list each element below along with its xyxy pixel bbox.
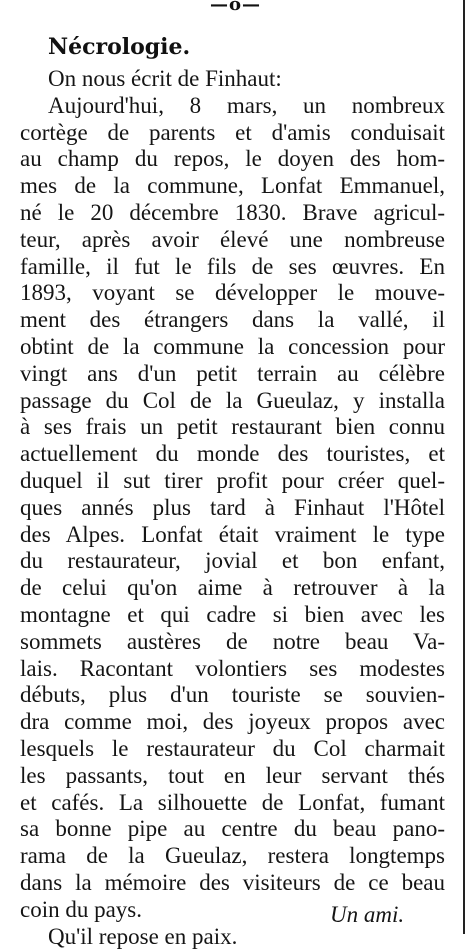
text-line: sa bonne pipe au centre du beau pano- <box>20 816 445 843</box>
text-line: né le 20 décembre 1830. Brave agricul- <box>20 200 445 227</box>
text-line: et cafés. La silhouette de Lonfat, fumant <box>20 790 445 817</box>
text-line: montagne et qui cadre si bien avec les <box>20 602 445 629</box>
text-line: On nous écrit de Finhaut: <box>20 66 445 93</box>
text-line: débuts, plus d'un touriste se souvien- <box>20 682 445 709</box>
text-line: ques annés plus tard à Finhaut l'Hôtel <box>20 495 445 522</box>
text-line: les passants, tout en leur servant thés <box>20 763 445 790</box>
text-line: lesquels le restaurateur du Col charmait <box>20 736 445 763</box>
text-line: des Alpes. Lonfat était vraiment le type <box>20 522 445 549</box>
text-line: passage du Col de la Gueulaz, y installa <box>20 388 445 415</box>
text-line: mes de la commune, Lonfat Emmanuel, <box>20 173 445 200</box>
article-title: Nécrologie. <box>48 34 190 60</box>
text-line: duquel il sut tirer profit pour créer quel- <box>20 468 445 495</box>
text-line: vingt ans d'un petit terrain au célèbre <box>20 361 445 388</box>
text-line: à ses frais un petit restaurant bien connu <box>20 414 445 441</box>
text-line: rama de la Gueulaz, restera longtemps <box>20 843 445 870</box>
text-line: 1893, voyant se développer le mouve- <box>20 280 445 307</box>
text-line: obtint de la commune la concession pour <box>20 334 445 361</box>
text-line: de celui qu'on aime à retrouver à la <box>20 575 445 602</box>
text-line: coin du pays. <box>20 897 445 924</box>
text-line: lais. Racontant volontiers ses modestes <box>20 656 445 683</box>
text-line: du restaurateur, jovial et bon enfant, <box>20 548 445 575</box>
section-separator: —o— <box>0 0 471 15</box>
text-line: dans la mémoire des visiteurs de ce beau <box>20 870 445 897</box>
article-body <box>20 66 460 950</box>
text-line: dra comme moi, des joyeux propos avec <box>20 709 445 736</box>
column-rule <box>463 0 465 934</box>
text-line: Aujourd'hui, 8 mars, un nombreux <box>20 93 445 120</box>
text-line: cortège de parents et d'amis conduisait <box>20 120 445 147</box>
text-line: au champ du repos, le doyen des hom- <box>20 146 445 173</box>
text-line: ment des étrangers dans la vallé, il <box>20 307 445 334</box>
text-line: Qu'il repose en paix. <box>20 924 445 950</box>
text-line: actuellement du monde des touristes, et <box>20 441 445 468</box>
text-line: famille, il fut le fils de ses œuvres. En <box>20 254 445 281</box>
article-signature: Un ami. <box>330 902 404 928</box>
text-line: sommets austères de notre beau Va- <box>20 629 445 656</box>
text-line: teur, après avoir élevé une nombreuse <box>20 227 445 254</box>
